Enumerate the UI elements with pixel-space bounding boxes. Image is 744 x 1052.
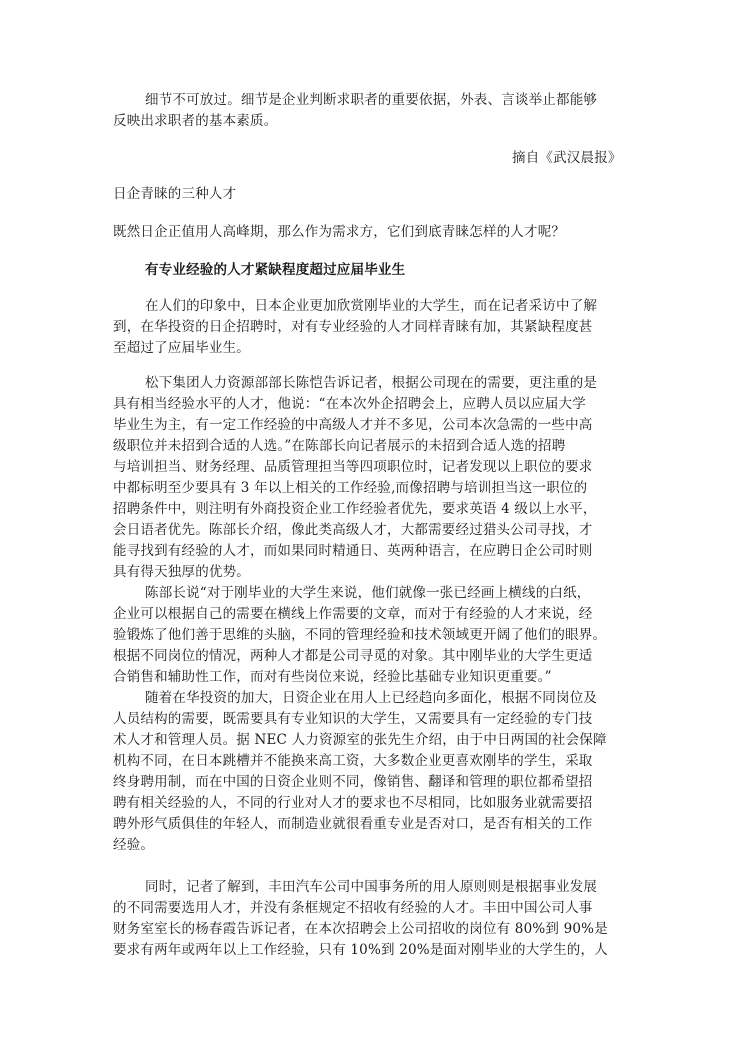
text-line: 随着在华投资的加大，日资企业在用人上已经趋向多面化，根据不同岗位及 — [145, 690, 598, 706]
body-paragraph — [113, 687, 638, 859]
text-line: 招聘条件中，则注明有外商投资企业工作经验者优先，要求英语 4 级以上水平， — [113, 501, 597, 517]
section-title — [113, 183, 313, 205]
text-line: 人员结构的需要，既需要具有专业知识的大学生，又需要具有一定经验的专门技 — [113, 711, 593, 727]
text-line: 经验。 — [113, 837, 155, 853]
text-line: 细节不可放过。细节是企业判断求职者的重要依据，外表、言谈举止都能够 — [145, 92, 598, 108]
text-line: 的不同需要选用人才，并没有条框规定不招收有经验的人才。丰田中国公司人事 — [113, 900, 593, 916]
text-line: 松下集团人力资源部部长陈恺告诉记者，根据公司现在的需要，更注重的是 — [145, 375, 598, 391]
text-line: 根据不同岗位的情况，两种人才都是公司寻觅的对象。其中刚毕业的大学生更适 — [113, 648, 593, 664]
subheading — [145, 259, 525, 281]
body-paragraph — [113, 582, 638, 692]
text-line: 到，在华投资的日企招聘时，对有专业经验的人才同样青睐有加，其紧缺程度甚 — [113, 319, 593, 335]
text-line: 机构不同，在日本跳槽并不能换来高工资，大多数企业更喜欢刚毕的学生，采取 — [113, 753, 593, 769]
text-line: 摘自《武汉晨报》 — [512, 150, 622, 166]
text-line: 在人们的印象中，日本企业更加欣赏刚毕业的大学生，而在记者采访中了解 — [145, 298, 598, 314]
text-line: 合销售和辅助性工作，而对有些岗位来说，经验比基础专业知识更重要。” — [113, 669, 552, 685]
text-line: 验锻炼了他们善于思维的头脑，不同的管理经验和技术领域更开阔了他们的眼界。 — [113, 627, 607, 643]
text-line: 要求有两年或两年以上工作经验，只有 10%到 20%是面对刚毕业的大学生的，人 — [113, 942, 608, 958]
text-line: 聘有相关经验的人，不同的行业对人才的要求也不尽相同，比如服务业就需要招 — [113, 795, 593, 811]
text-line: 级职位并未招到合适的人选。”在陈部长向记者展示的未招到合适人选的招聘 — [113, 438, 566, 454]
body-paragraph — [113, 876, 638, 964]
text-line: 终身聘用制，而在中国的日资企业则不同，像销售、翻译和管理的职位都希望招 — [113, 774, 593, 790]
text-line: 具有相当经验水平的人才，他说：“在本次外企招聘会上，应聘人员以应届大学 — [113, 396, 586, 412]
text-line: 企业可以根据自己的需要在横线上作需要的文章，而对于有经验的人才来说，经 — [113, 606, 593, 622]
body-paragraph — [113, 372, 638, 588]
text-line: 反映出求职者的基本素质。 — [113, 113, 278, 129]
text-line: 既然日企正值用人高峰期，那么作为需求方，它们到底青睐怎样的人才呢？ — [113, 224, 566, 240]
text-line: 中都标明至少要具有 3 年以上相关的工作经验,而像招聘与培训担当这一职位的 — [113, 480, 588, 496]
text-line: 聘外形气质俱佳的年轻人，而制造业就很看重专业是否对口，是否有相关的工作 — [113, 816, 593, 832]
text-line: 陈部长说“对于刚毕业的大学生来说，他们就像一张已经画上横线的白纸， — [145, 585, 591, 601]
text-line: 会日语者优先。陈部长介绍，像此类高级人才，大都需要经过猎头公司寻找，才 — [113, 522, 593, 538]
intro-paragraph — [113, 221, 638, 243]
body-paragraph — [113, 295, 638, 361]
source-attribution — [512, 147, 638, 169]
text-line: 能寻找到有经验的人才，而如果同时精通日、英两种语言，在应聘日企公司时则 — [113, 543, 593, 559]
text-line: 同时，记者了解到，丰田汽车公司中国事务所的用人原则则是根据事业发展 — [145, 879, 598, 895]
text-line: 日企青睐的三种人才 — [113, 186, 237, 202]
text-line: 具有得天独厚的优势。 — [113, 564, 250, 580]
body-paragraph — [113, 89, 638, 133]
text-line: 毕业生为主，有一定工作经验的中高级人才并不多见，公司本次急需的一些中高 — [113, 417, 593, 433]
text-line: 术人才和管理人员。据 NEC 人力资源室的张先生介绍，由于中日两国的社会保障 — [113, 732, 607, 748]
text-line: 与培训担当、财务经理、品质管理担当等四项职位时，记者发现以上职位的要求 — [113, 459, 593, 475]
text-line: 至超过了应届毕业生。 — [113, 340, 250, 356]
text-line: 有专业经验的人才紧缺程度超过应届毕业生 — [145, 262, 406, 278]
text-line: 财务室室长的杨春霞告诉记者，在本次招聘会上公司招收的岗位有 80%到 90%是 — [113, 921, 608, 937]
